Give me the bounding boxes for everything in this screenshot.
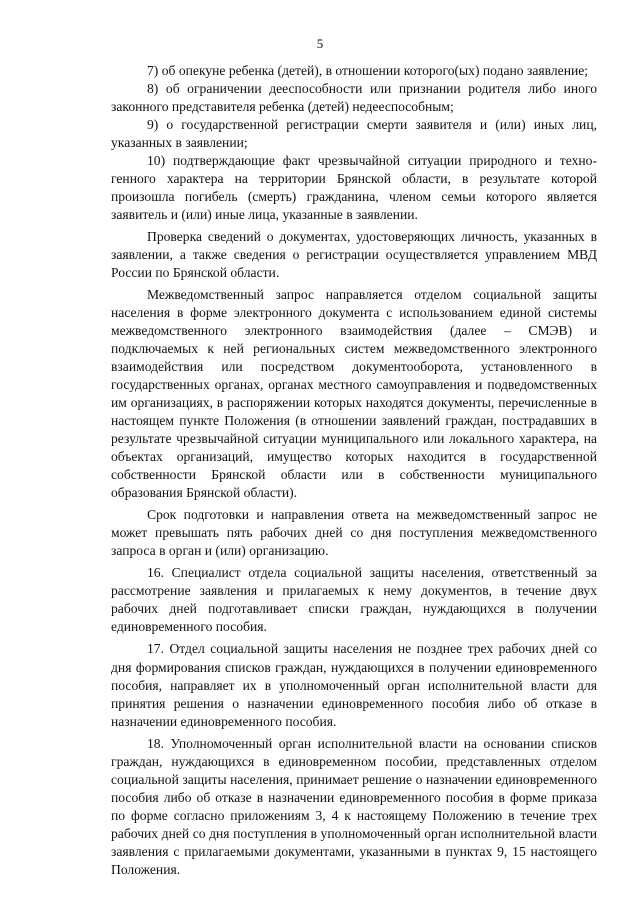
document-body [111,62,597,883]
paragraph-item-17: 17. Отдел социальной защиты населения не позднее трех рабочих дней со дня формирования списков граждан, нуждающихся в получении единовременного пособия, направляет их в уполномоченный орган исполнительной власти для принятия решения о назначении единовременного пособия либо об отказе в назначении единовременного пособия. [111,641,597,729]
paragraph-item-10: 10) подтверждающие факт чрезвычайной ситуации природного и техногенного характера на территории Брянской области, в результате которой произошла погибель (смерть) гражданина, членом семьи которого является заявитель и (или) иные лица, указанные в заявлении. [111,153,597,223]
paragraph-item-9: 9) о государственной регистрации смерти заявителя и (или) иных лиц, указанных в заявлении; [111,117,597,151]
paragraph-item-18: 18. Уполномоченный орган исполнительной власти на основании списков граждан, нуждающихся в единовременном пособии, представленных отделом социальной защиты населения, принимает решение о назначении единовременного пособия либо об отказе в назначении единовременного пособия в форме приказа по форме согласно приложениям 3, 4 к настоящему Положению в течение трех рабочих дней со дня поступления в уполномоченный орган исполнительной власти заявления с прилагаемыми документами, указанными в пунктах 9, 15 настоящего Положения. [111,735,597,877]
page-number: 5 [316,36,324,51]
paragraph-item-8: 8) об ограничении дееспособности или признании родителя либо иного законного представителя ребенка (детей) недееспособным; [111,81,597,115]
paragraph-verification: Проверка сведений о документах, удостоверяющих личность, указанных в заявлении, а также сведения о регистрации осуществляется управлением МВД России по Брянской области. [111,229,597,281]
paragraph-interagency-request: Межведомственный запрос направляется отделом социальной защиты населения в форме электронного документа с использованием единой системы межведомственного электронного взаимодействия (далее – СМЭВ) и подключаемых к ней региональных систем межведомственного электронного взаимодействия или посредством документооборота, установленного в государственных органах, органах местного самоуправления и подведомственных им организациях, в распоряжении которых находятся документы, перечисленные в настоящем пункте Положения (в отношении заявлений граждан, пострадавших в результате чрезвычайной ситуации муниципального или локального характера, на объектах организаций, имущество которых находится в государственной собственности Брянской области или в собственности муниципального образования Брянской области). [111,287,597,501]
paragraph-item-16: 16. Специалист отдела социальной защиты населения, ответственный за рассмотрение заявления и прилагаемых к нему документов, в течение двух рабочих дней подготавливает списки граждан, нуждающихся в получении единовременного пособия. [111,565,597,635]
paragraph-response-deadline: Срок подготовки и направления ответа на межведомственный запрос не может превышать пять рабочих дней со дня поступления межведомственного запроса в орган и (или) организацию. [111,507,597,559]
paragraph-item-7: 7) об опекуне ребенка (детей), в отношении которого(ых) подано заявление; [147,63,589,78]
